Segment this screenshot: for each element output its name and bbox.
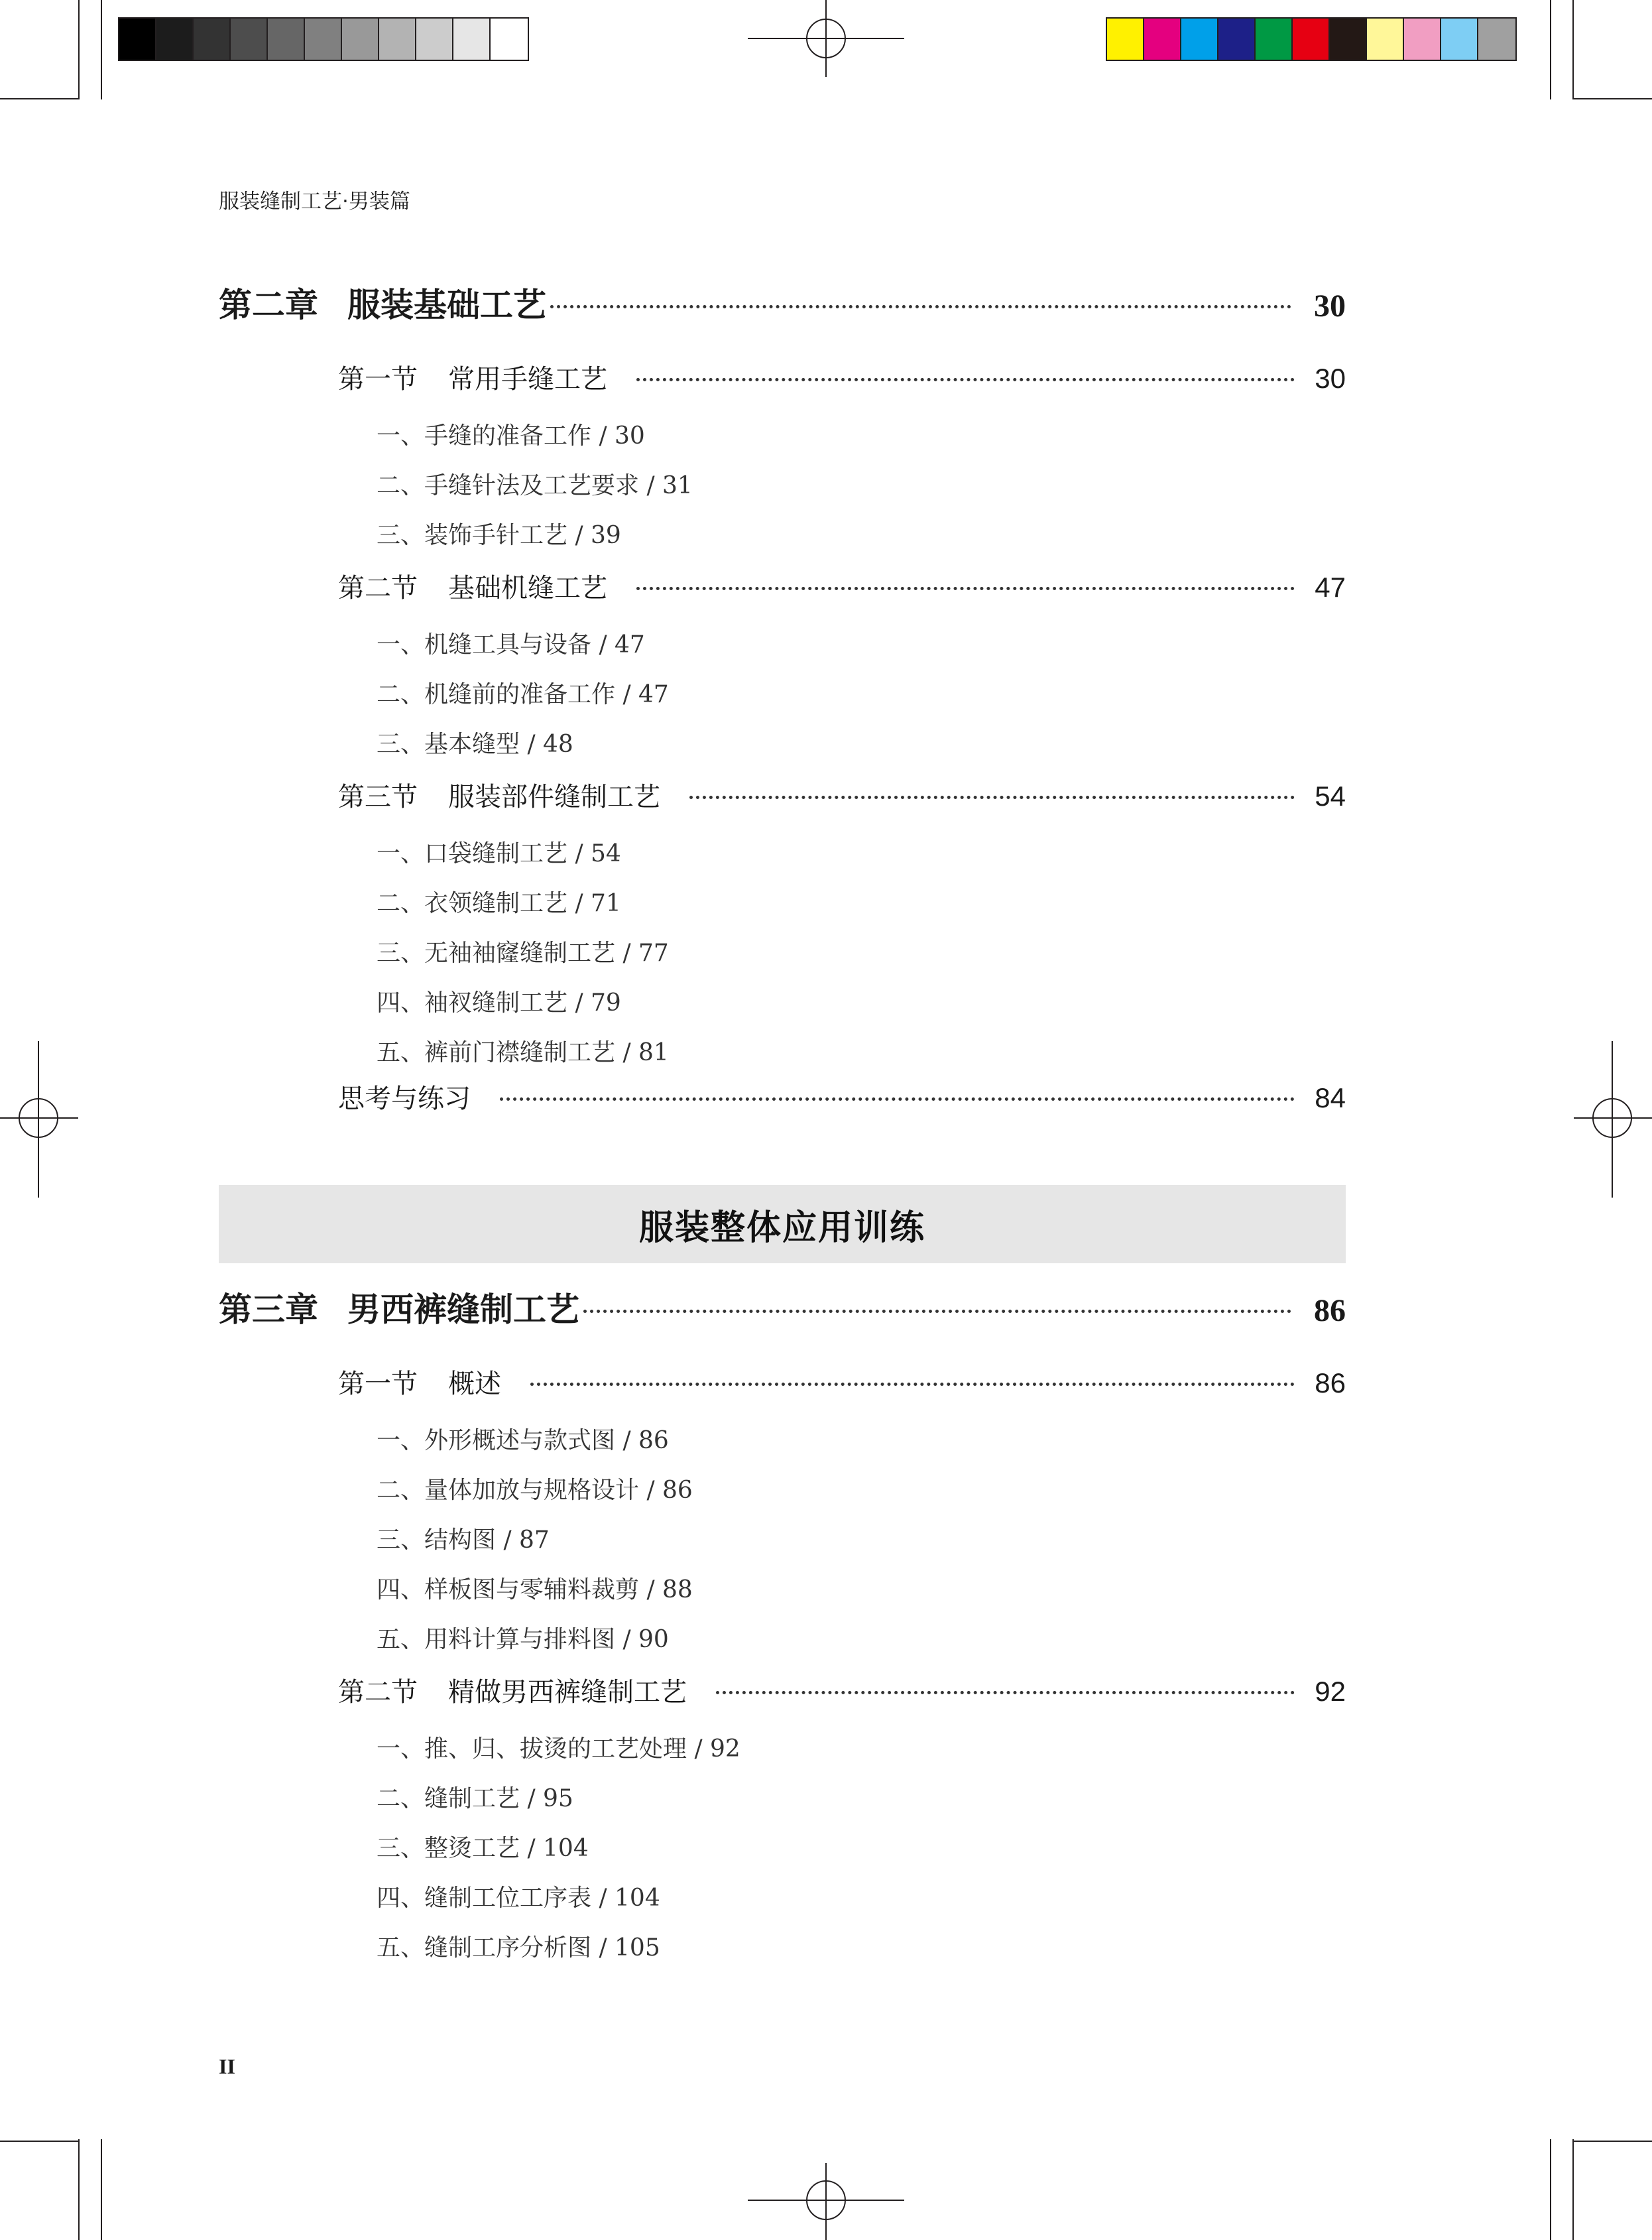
gray-swatch [268,19,305,60]
section-title: 概述 [448,1369,501,1399]
toc-item[interactable]: 一、外形概述与款式图 / 86 [377,1427,669,1454]
toc-item[interactable]: 二、衣领缝制工艺 / 71 [377,890,621,917]
toc-item[interactable]: 五、裤前门襟缝制工艺 / 81 [377,1039,669,1066]
part-banner [219,1185,1346,1263]
section-number: 第三节 [338,782,418,812]
color-swatch [1144,19,1181,60]
toc-item[interactable]: 三、结构图 / 87 [377,1526,550,1554]
toc-item[interactable]: 一、口袋缝制工艺 / 54 [377,840,621,867]
toc-item[interactable]: 一、机缝工具与设备 / 47 [377,631,645,658]
running-header: 服装缝制工艺·男装篇 [219,190,410,214]
part-banner-title: 服装整体应用训练 [638,1208,925,1248]
table-of-contents [219,279,1346,1973]
color-swatch [1256,19,1293,60]
dot-leader [636,378,1295,381]
section-title: 精做男西裤缝制工艺 [448,1677,687,1708]
toc-item[interactable]: 三、整烫工艺 / 104 [377,1835,589,1862]
chapter-page: 30 [1314,288,1346,324]
exercise-page: 84 [1315,1082,1346,1113]
color-swatch [1107,19,1144,60]
toc-item[interactable]: 一、手缝的准备工作 / 30 [377,422,645,450]
toc-item[interactable]: 四、样板图与零辅料裁剪 / 88 [377,1576,693,1603]
color-swatch [1293,19,1330,60]
toc-item[interactable]: 二、手缝针法及工艺要求 / 31 [377,472,693,499]
section-number: 第一节 [338,1369,418,1399]
color-swatch [1181,19,1218,60]
gray-swatch [342,19,379,60]
chapter-entry[interactable] [219,1283,1346,1356]
process-color-bar [1106,17,1517,61]
gray-swatch [416,19,453,60]
section-page: 54 [1315,780,1346,812]
color-swatch [1441,19,1478,60]
gray-swatch [491,19,528,60]
toc-item[interactable]: 四、缝制工位工序表 / 104 [377,1885,660,1912]
dot-leader [583,1310,1291,1313]
color-swatch [1330,19,1367,60]
gray-swatch [231,19,268,60]
section-entry[interactable] [338,1664,1346,1724]
section-number: 第一节 [338,364,418,395]
color-swatch [1404,19,1441,60]
toc-item[interactable]: 一、推、归、拔烫的工艺处理 / 92 [377,1735,740,1763]
exercise-title: 思考与练习 [338,1084,471,1114]
dot-leader [636,587,1295,590]
section-page: 86 [1315,1367,1346,1399]
section-number: 第二节 [338,1677,418,1708]
exercise-entry[interactable] [338,1078,1346,1132]
gray-swatch [119,19,156,60]
dot-leader [716,1691,1295,1694]
chapter-title: 服装基础工艺 [347,285,546,324]
section-title: 基础机缝工艺 [448,573,607,603]
toc-item[interactable]: 二、量体加放与规格设计 / 86 [377,1477,693,1504]
gray-swatch [194,19,231,60]
chapter-entry[interactable] [219,279,1346,351]
toc-item[interactable]: 四、袖衩缝制工艺 / 79 [377,989,621,1017]
dot-leader [500,1097,1295,1101]
gray-swatch [453,19,491,60]
chapter-number: 第二章 [219,285,318,324]
color-swatch [1218,19,1256,60]
color-swatch [1367,19,1404,60]
section-entry[interactable] [338,769,1346,829]
section-entry[interactable] [338,351,1346,411]
section-number: 第二节 [338,573,418,603]
section-entry[interactable] [338,1356,1346,1416]
toc-item[interactable]: 三、无袖袖窿缝制工艺 / 77 [377,940,669,967]
section-entry[interactable] [338,560,1346,620]
gray-swatch [156,19,194,60]
section-title: 服装部件缝制工艺 [448,782,660,812]
gray-swatch [305,19,342,60]
toc-item[interactable]: 五、缝制工序分析图 / 105 [377,1934,660,1961]
section-page: 92 [1315,1676,1346,1707]
chapter-title: 男西裤缝制工艺 [347,1290,579,1329]
section-page: 47 [1315,572,1346,603]
toc-item[interactable]: 二、缝制工艺 / 95 [377,1785,573,1812]
toc-item[interactable]: 二、机缝前的准备工作 / 47 [377,681,669,708]
grayscale-color-bar [118,17,529,61]
dot-leader [689,796,1295,799]
chapter-page: 86 [1314,1293,1346,1328]
gray-swatch [379,19,416,60]
dot-leader [550,305,1291,308]
toc-item[interactable]: 五、用料计算与排料图 / 90 [377,1626,669,1653]
chapter-number: 第三章 [219,1290,318,1329]
page-number: II [219,2054,235,2078]
toc-item[interactable]: 三、装饰手针工艺 / 39 [377,522,621,549]
section-title: 常用手缝工艺 [448,364,607,395]
dot-leader [530,1383,1295,1386]
section-page: 30 [1315,363,1346,394]
toc-item[interactable]: 三、基本缝型 / 48 [377,731,573,758]
color-swatch [1478,19,1515,60]
